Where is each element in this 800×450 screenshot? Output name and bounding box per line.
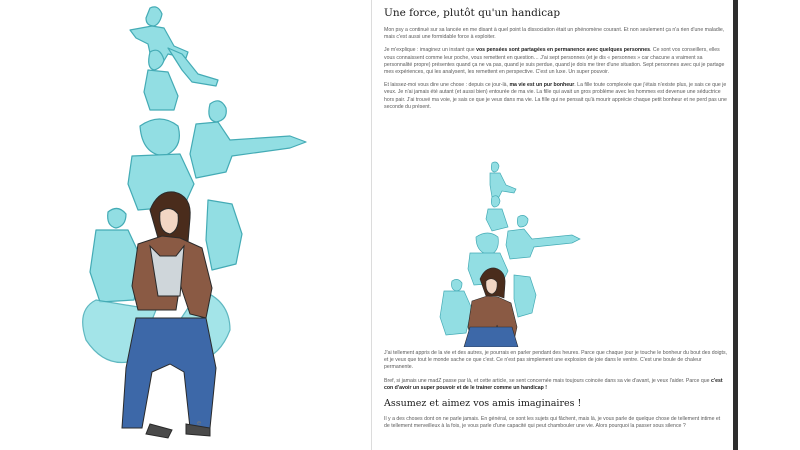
left-divider (371, 0, 372, 450)
paragraph-2-text-c: . Ce sont vos conseillers, elles vous connaissent comme leur poche, vous remettent en question… J'ai sept personnes (et je dis « personnes » car chacune a vraiment sa personnalité propre) présentes quand ça ne va pas, quand je suis perdue, quand je dois me tirer d'une situation. Sept personnes avec qui je partage mes expériences, qui les analysent, les remettent en perspective. C'est un luxe. Un super pouvoir. (384, 47, 725, 76)
article-body (384, 7, 727, 117)
scrollbar[interactable] (733, 0, 738, 450)
paragraph-5 (384, 378, 727, 392)
paragraph-1: Mon psy a continué sur sa lancée en me disant à quel point la dissociation était un phénomène courant. Et non seulement ça n'a rien d'une maladie, mais c'est aussi une formidable force à exploiter. (384, 27, 725, 41)
paragraph-5-text-a: Bref, si jamais une madZ passe par là, et cette article, se sent concernée mais toujours coincée dans sa vie d'avant, je veux l'aider. Parce que (384, 377, 711, 384)
article-panel (371, 0, 738, 450)
svg-text:e: e (197, 419, 202, 427)
paragraph-5-bold: c'est con d'avoir un super pouvoir et de le trainer comme un handicap ! (384, 377, 723, 391)
paragraph-3 (384, 82, 727, 111)
article-body-continued (384, 350, 727, 436)
paragraph-4: J'ai tellement appris de la vie et des autres, je pourrais en parler pendant des heures. Parce que chaque jour je touche le bonheur du bout des doigts, et je veux que tout le monde sache ce que c'est. Ce n'est pas simplement une explosion de joie dans le ventre. C'est une boule de chaleur permanente. (384, 350, 728, 371)
dissociation-illustration (0, 0, 360, 450)
paragraph-2-bold: vos pensées sont partagées en permanence avec quelques personnes (476, 47, 650, 54)
paragraph-6: Il y a des choses dont on ne parle jamais. En général, ce sont les sujets qui fâchent, mais là, je vous parle de quelque chose de tellement intime et de tellement merveilleux à la fois, je vous parle d'une capacité qui peut chambouler une vie. Alors pourquoi la passer sous silence ? (384, 416, 721, 430)
article-title: Une force, plutôt qu'un handicap (384, 7, 561, 19)
paragraph-2-text-a: Je m'explique : imaginez un instant que (384, 47, 477, 54)
paragraph-3-bold: ma vie est un pur bonheur (509, 82, 575, 89)
paragraph-2 (384, 47, 727, 76)
paragraph-3-text-a: Et laissez-moi vous dire une chose : depuis ce jour-là, (384, 82, 510, 89)
article-illustration (384, 157, 727, 347)
paragraph-3-text-c: . La fille toute complexée que j'étais n'existe plus, je sais ce que je veux. Je n'ai jamais été autant (et aussi bien) entourée de ma vie. La fille qui avait un gros problème avec les hommes est devenue une séductrice hors pair. J'ai trouvé ma voie, je sais ce que je veux dans ma vie. La fille qui ne pensait qu'à mourir apprécie chaque petit bonheur et ne perd pas une seconde du présent. (384, 82, 727, 110)
section-subtitle: Assumez et aimez vos amis imaginaires ! (384, 398, 582, 410)
